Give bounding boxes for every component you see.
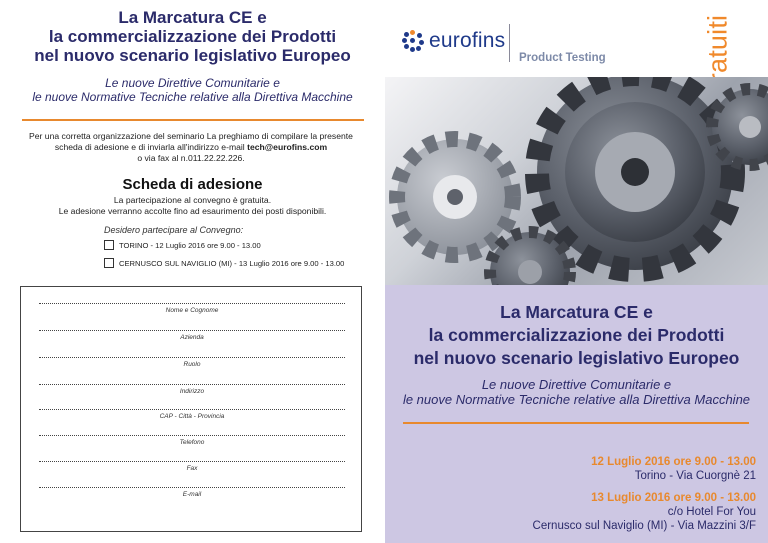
field-phone[interactable]: Telefono [39, 435, 345, 446]
cover-subtitle: Le nuove Direttive Comunitarie e le nuove Normative Tecniche relative alla Direttiva Macchine [402, 377, 751, 407]
option-torino[interactable]: TORINO - 12 Luglio 2016 ore 9.00 - 13.00 [104, 240, 261, 250]
gears-image [385, 77, 768, 285]
event-place: c/o Hotel For You [667, 506, 756, 518]
seminar-title: La Marcatura CE e la commercializzazione dei Prodotti nel nuovo scenario legislativo Europeo [34, 8, 351, 65]
seminar-subtitle: Le nuove Direttive Comunitarie e le nuove Normative Tecniche relative alla Direttiva Macchine [32, 76, 353, 104]
cover-panel [385, 0, 768, 543]
field-address[interactable]: Indirizzo [39, 384, 345, 395]
gear-left-icon [397, 139, 513, 255]
field-fax[interactable]: Fax [39, 461, 345, 472]
event-place: Torino - Via Cuorgnè 21 [634, 470, 756, 482]
field-cap-city[interactable]: CAP - Città - Provincia [39, 409, 345, 420]
gear-large-icon [537, 77, 733, 270]
field-role[interactable]: Ruolo [39, 357, 345, 368]
event-date: 12 Luglio 2016 ore 9.00 - 13.00 [591, 456, 756, 468]
eurofins-dots-icon [402, 30, 424, 52]
logo-text: eurofins [429, 29, 506, 52]
field-name[interactable]: Nome e Cognome [39, 303, 345, 314]
logo-separator [509, 24, 510, 62]
orange-divider [22, 119, 364, 121]
option-cernusco[interactable]: CERNUSCO SUL NAVIGLIO (MI) - 13 Luglio 2016 ore 9.00 - 13.00 [104, 258, 344, 268]
field-email[interactable]: E-mail [39, 487, 345, 498]
brand-tagline: Product Testing [519, 52, 606, 64]
cover-title: La Marcatura CE e la commercializzazione dei Prodotti nel nuovo scenario legislativo Europeo [413, 302, 740, 368]
info-block [385, 285, 768, 543]
event-place: Cernusco sul Naviglio (MI) - Via Mazzini 3/F [532, 520, 756, 532]
gears-illustration [385, 77, 768, 285]
event-date: 13 Luglio 2016 ore 9.00 - 13.00 [591, 492, 756, 504]
participation-notes: La partecipazione al convegno è gratuita. Le adesione verranno accolte fino ad esaurimento dei posti disponibili. [58, 195, 327, 216]
contact-email[interactable]: tech@eurofins.com [247, 142, 328, 152]
vertical-label: gratuiti [702, 14, 733, 98]
form-title: Scheda di adesione [122, 176, 263, 193]
choose-session-label: Desidero partecipare al Convegno: [104, 225, 244, 235]
gear-right-icon [712, 89, 768, 165]
registration-form [20, 286, 362, 532]
field-company[interactable]: Azienda [39, 330, 345, 341]
eurofins-logo [402, 29, 505, 53]
checkbox-torino[interactable] [104, 240, 114, 250]
orange-divider [403, 422, 749, 424]
intro-text: Per una corretta organizzazione del seminario La preghiamo di compilare la presente scheda di adesione e di inviarla all'indirizzo e-mail tech@eurofins.com o via fax al n.011.22.22.226. [29, 131, 353, 163]
event-cernusco [416, 491, 756, 533]
event-torino [416, 455, 756, 483]
checkbox-cernusco[interactable] [104, 258, 114, 268]
